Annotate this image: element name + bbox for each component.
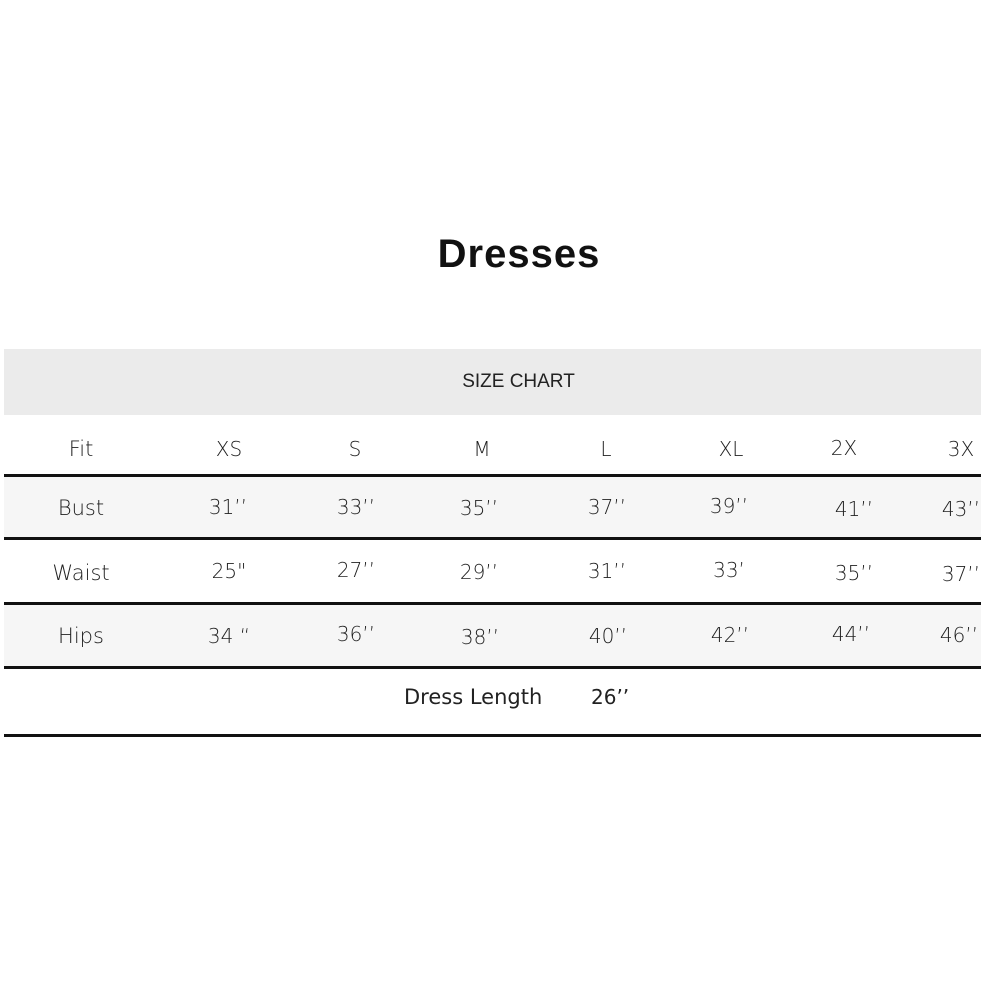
table-row-hips [4,605,981,669]
fit-label: Fit [68,437,94,461]
waist-xs: 25" [211,559,247,583]
table-row-bust [4,477,981,540]
bust-l: 37’’ [587,495,627,519]
size-s: S [348,437,362,461]
waist-2x: 35’’ [834,561,874,585]
size-xl: XL [718,437,744,461]
table-header-row [4,415,981,477]
size-2x: 2X [830,436,858,460]
waist-xl: 33’ [713,558,745,582]
hips-2x: 44’’ [831,622,871,646]
bust-s: 33’’ [336,495,376,519]
hips-3x: 46’’ [939,623,979,647]
size-3x: 3X [947,437,975,461]
hips-l: 40’’ [588,624,628,648]
bust-2x: 41’’ [834,497,874,521]
waist-m: 29’’ [459,560,499,584]
bust-3x: 43’’ [941,497,981,521]
size-chart-header: SIZE CHART [4,349,981,415]
waist-3x: 37’’ [941,562,981,586]
hips-m: 38’’ [460,625,500,649]
size-chart-table [4,349,981,737]
waist-s: 27’’ [336,558,376,582]
table-row-dress-length [4,669,981,737]
size-l: L [600,437,612,461]
bust-xl: 39’’ [709,494,749,518]
bust-xs: 31’’ [208,495,248,519]
hips-xs: 34 “ [207,624,251,648]
page-title: Dresses [437,232,601,276]
hips-s: 36’’ [336,622,376,646]
waist-l: 31’’ [587,559,627,583]
dress-length-value: 26’’ [591,685,630,709]
table-row-waist [4,540,981,605]
size-xs: XS [215,437,243,461]
hips-label: Hips [58,624,104,648]
hips-xl: 42’’ [710,623,750,647]
bust-label: Bust [57,496,105,520]
bust-m: 35’’ [459,496,499,520]
waist-label: Waist [52,561,110,585]
size-m: M [473,437,491,461]
dress-length-label: Dress Length [404,685,543,709]
